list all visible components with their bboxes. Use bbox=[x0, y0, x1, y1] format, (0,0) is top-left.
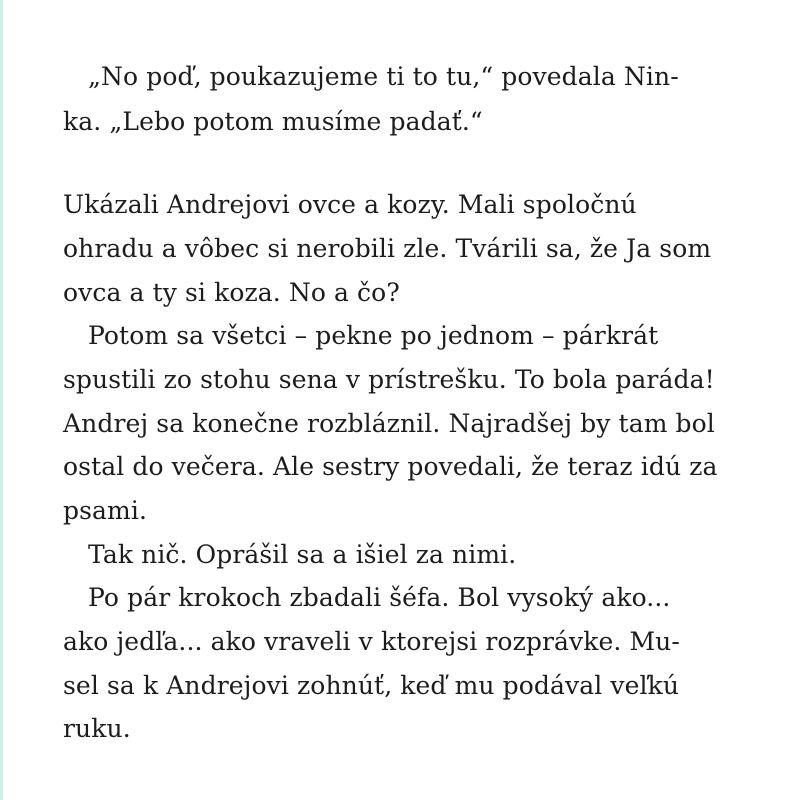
text-line: Andrej sa konečne rozbláznil. Najradšej by tam bol bbox=[63, 409, 715, 438]
text-line: Ukázali Andrejovi ovce a kozy. Mali spoločnú bbox=[63, 190, 637, 219]
text-line: ako jedľa... ako vraveli v ktorejsi rozprávke. Mu- bbox=[63, 627, 680, 656]
text-line: ostal do večera. Ale sestry povedali, že teraz idú za bbox=[63, 452, 718, 481]
text-line: sel sa k Andrejovi zohnúť, keď mu podával veľkú bbox=[63, 671, 680, 700]
text-line: ka. „Lebo potom musíme padať.“ bbox=[63, 107, 483, 136]
text-line: „No poď, poukazujeme ti to tu,“ povedala Nin- bbox=[88, 62, 679, 91]
text-line: ohradu a vôbec si nerobili zle. Tvárili sa, že Ja som bbox=[63, 234, 712, 263]
text-line: Potom sa všetci – pekne po jednom – párkrát bbox=[88, 321, 659, 350]
text-line: psami. bbox=[63, 496, 147, 525]
text-line: ruku. bbox=[63, 714, 131, 743]
text-line: Po pár krokoch zbadali šéfa. Bol vysoký ako... bbox=[88, 583, 671, 612]
text-line: ovca a ty si koza. No a čo? bbox=[63, 278, 400, 307]
text-line: Tak nič. Oprášil sa a išiel za nimi. bbox=[88, 540, 517, 569]
text-line: spustili zo stohu sena v prístrešku. To bola paráda! bbox=[63, 365, 715, 394]
